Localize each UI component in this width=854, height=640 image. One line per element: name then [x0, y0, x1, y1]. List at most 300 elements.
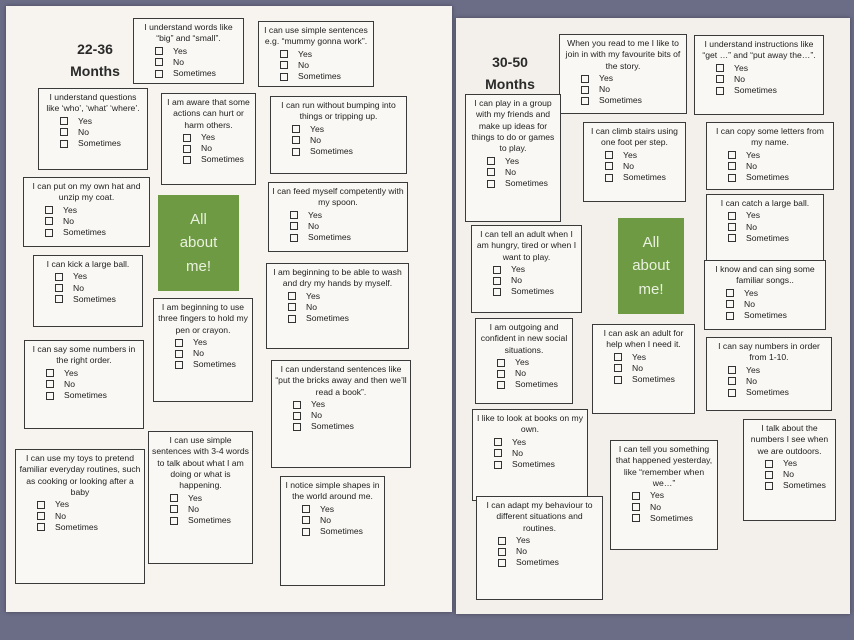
option-label: No [515, 368, 526, 379]
option-no [302, 515, 381, 526]
checkbox-no[interactable] [293, 412, 301, 420]
option-sometimes [498, 557, 599, 568]
age-title [54, 39, 136, 82]
checkbox-sometimes[interactable] [487, 180, 495, 188]
card-statement: When you read to me I like to join in with my favourite bits of the story. [565, 38, 681, 71]
checkbox-yes[interactable] [728, 151, 736, 159]
checkbox-sometimes[interactable] [497, 381, 505, 389]
checkbox-sometimes[interactable] [183, 156, 191, 164]
checkbox-no[interactable] [605, 162, 613, 170]
checkbox-yes[interactable] [497, 359, 505, 367]
checkbox-no[interactable] [716, 75, 724, 83]
checkbox-yes[interactable] [280, 50, 288, 58]
checkbox-sometimes[interactable] [302, 528, 310, 536]
checkbox-sometimes[interactable] [728, 174, 736, 182]
checkbox-no[interactable] [726, 300, 734, 308]
checkbox-no[interactable] [288, 303, 296, 311]
option-label: No [516, 546, 527, 557]
option-label: Sometimes [201, 154, 244, 165]
option-list [726, 288, 822, 322]
checkbox-sometimes[interactable] [55, 295, 63, 303]
option-no [60, 127, 144, 138]
option-no [487, 167, 557, 178]
option-label: Yes [173, 45, 188, 56]
option-label: Yes [744, 287, 759, 298]
checkbox-no[interactable] [487, 168, 495, 176]
card-statement: I can tell you something that happened yesterday, like “remember when we…” [615, 444, 713, 489]
checklist-card [706, 194, 824, 266]
option-sometimes [728, 172, 830, 183]
option-yes [292, 124, 403, 135]
option-yes [605, 150, 682, 161]
option-label: Sometimes [746, 387, 789, 398]
option-label: No [734, 73, 745, 84]
option-label: No [298, 59, 309, 70]
checkbox-no[interactable] [632, 503, 640, 511]
checkbox-no[interactable] [498, 548, 506, 556]
option-list [487, 156, 557, 190]
option-label: No [306, 301, 317, 312]
card-statement: I can catch a large ball. [720, 198, 810, 208]
card-statement: I can understand sentences like “put the bricks away and then we’ll read a book”. [275, 364, 407, 397]
checklist-card [475, 318, 573, 404]
option-sometimes [290, 232, 404, 243]
option-sometimes [45, 227, 146, 238]
checkbox-sometimes[interactable] [280, 73, 288, 81]
checkbox-yes[interactable] [290, 211, 298, 219]
checkbox-no[interactable] [280, 61, 288, 69]
checkbox-yes[interactable] [55, 273, 63, 281]
option-list [60, 116, 144, 150]
card-statement: I can kick a large ball. [46, 259, 130, 269]
option-label: Yes [512, 436, 527, 447]
checklist-card [559, 34, 687, 114]
option-sometimes [292, 146, 403, 157]
checklist-card [583, 122, 686, 202]
panel-line: All [642, 234, 660, 252]
checklist-card [592, 324, 695, 414]
option-label: Yes [201, 132, 216, 143]
option-label: No [310, 134, 321, 145]
checkbox-yes[interactable] [605, 151, 613, 159]
option-label: Sometimes [310, 146, 353, 157]
option-label: Sometimes [173, 68, 216, 79]
option-list [498, 535, 599, 569]
checkbox-no[interactable] [497, 370, 505, 378]
checkbox-yes[interactable] [155, 47, 163, 55]
option-label: Sometimes [306, 313, 349, 324]
option-label: Yes [783, 458, 798, 469]
option-yes [498, 535, 599, 546]
option-yes [46, 368, 140, 379]
checkbox-no[interactable] [170, 505, 178, 513]
right-sheet [456, 18, 850, 614]
option-sometimes [494, 459, 584, 470]
checkbox-no[interactable] [493, 277, 501, 285]
option-sometimes [487, 178, 557, 189]
option-label: No [64, 378, 75, 389]
checkbox-yes[interactable] [726, 289, 734, 297]
checklist-card [266, 263, 409, 349]
option-label: Sometimes [515, 379, 558, 390]
option-yes [37, 499, 141, 510]
checkbox-yes[interactable] [170, 494, 178, 502]
option-list [292, 124, 403, 158]
option-yes [614, 352, 691, 363]
checkbox-yes[interactable] [765, 460, 773, 468]
option-list [581, 73, 683, 107]
checkbox-yes[interactable] [728, 366, 736, 374]
option-yes [290, 210, 404, 221]
checkbox-no[interactable] [614, 364, 622, 372]
card-statement: I can run without bumping into things or tripping up. [281, 100, 396, 122]
checkbox-sometimes[interactable] [37, 523, 45, 531]
option-yes [487, 156, 557, 167]
option-label: Sometimes [734, 85, 777, 96]
panel-line: about [632, 257, 670, 275]
option-label: No [746, 375, 757, 386]
card-statement: I can tell an adult when I am hungry, tired or when I want to play. [476, 229, 577, 262]
card-statement: I notice simple shapes in the world around me. [285, 480, 380, 502]
option-no [728, 222, 820, 233]
checkbox-yes[interactable] [302, 505, 310, 513]
checkbox-sometimes[interactable] [45, 229, 53, 237]
option-yes [155, 46, 240, 57]
option-no [765, 469, 832, 480]
option-label: No [512, 447, 523, 458]
option-label: Sometimes [320, 526, 363, 537]
option-label: Sometimes [311, 421, 354, 432]
checkbox-no[interactable] [155, 58, 163, 66]
card-statement: I talk about the numbers I see when we are outdoors. [750, 423, 829, 456]
option-label: No [63, 215, 74, 226]
checkbox-sometimes[interactable] [728, 389, 736, 397]
option-label: Sometimes [63, 227, 106, 238]
option-no [290, 221, 404, 232]
option-label: Sometimes [512, 459, 555, 470]
card-statement: I can say some numbers in the right order. [32, 344, 136, 366]
option-no [605, 161, 682, 172]
checkbox-sometimes[interactable] [728, 234, 736, 242]
card-statement: I understand instructions like “get …” and “put away the…”. [702, 39, 816, 61]
option-label: Yes [734, 62, 749, 73]
option-no [46, 379, 140, 390]
checkbox-yes[interactable] [493, 266, 501, 274]
checkbox-yes[interactable] [293, 401, 301, 409]
checkbox-sometimes[interactable] [494, 461, 502, 469]
checkbox-no[interactable] [494, 449, 502, 457]
option-sometimes [183, 154, 252, 165]
checkbox-no[interactable] [183, 145, 191, 153]
option-no [498, 546, 599, 557]
option-yes [494, 437, 584, 448]
checkbox-yes[interactable] [581, 75, 589, 83]
option-list [493, 264, 578, 298]
checkbox-no[interactable] [728, 162, 736, 170]
checkbox-no[interactable] [290, 222, 298, 230]
checkbox-no[interactable] [37, 512, 45, 520]
checkbox-sometimes[interactable] [614, 376, 622, 384]
card-statement: I am beginning to use three fingers to hold my pen or crayon. [158, 302, 248, 335]
option-no [614, 363, 691, 374]
card-statement: I like to look at books on my own. [476, 413, 584, 435]
checklist-card [271, 360, 411, 468]
option-label: No [505, 166, 516, 177]
option-sometimes [716, 85, 820, 96]
checkbox-yes[interactable] [494, 438, 502, 446]
option-label: No [188, 503, 199, 514]
option-no [497, 368, 569, 379]
option-yes [716, 63, 820, 74]
checkbox-sometimes[interactable] [765, 482, 773, 490]
card-statement: I can use simple sentences e.g. “mummy gonna work”. [264, 25, 368, 47]
checklist-card [133, 18, 244, 84]
option-list [302, 504, 381, 538]
checkbox-yes[interactable] [716, 64, 724, 72]
option-no [494, 448, 584, 459]
option-label: Sometimes [650, 512, 693, 523]
panel-line: All [190, 211, 207, 229]
option-label: Sometimes [511, 286, 554, 297]
option-label: Yes [623, 149, 638, 160]
option-label: Yes [78, 115, 93, 126]
checklist-card [23, 177, 150, 247]
checkbox-sometimes[interactable] [46, 392, 54, 400]
option-sometimes [155, 68, 240, 79]
option-label: Yes [632, 351, 647, 362]
option-no [728, 376, 828, 387]
checkbox-no[interactable] [302, 516, 310, 524]
option-label: Yes [306, 290, 321, 301]
option-list [175, 337, 249, 371]
option-no [726, 299, 822, 310]
option-label: Yes [63, 204, 78, 215]
checkbox-sometimes[interactable] [498, 559, 506, 567]
option-label: Yes [188, 492, 203, 503]
card-statement: I can put on my own hat and unzip my coat. [32, 181, 141, 203]
checkbox-sometimes[interactable] [60, 140, 68, 148]
option-sometimes [302, 526, 381, 537]
option-no [581, 84, 683, 95]
option-label: No [73, 282, 84, 293]
checkbox-yes[interactable] [175, 339, 183, 347]
option-yes [170, 493, 249, 504]
checkbox-yes[interactable] [632, 492, 640, 500]
option-label: Sometimes [516, 557, 559, 568]
checkbox-no[interactable] [46, 380, 54, 388]
option-label: Yes [193, 337, 208, 348]
option-no [55, 283, 139, 294]
left-sheet [6, 6, 452, 612]
age-title [472, 52, 548, 95]
checkbox-no[interactable] [175, 350, 183, 358]
checkbox-sometimes[interactable] [581, 97, 589, 105]
card-statement: I know and can sing some familiar songs.. [715, 264, 815, 286]
checklist-card [471, 225, 582, 313]
option-yes [280, 49, 370, 60]
panel-line: about [179, 234, 218, 252]
checkbox-yes[interactable] [183, 134, 191, 142]
checklist-card [33, 255, 143, 327]
option-yes [288, 291, 405, 302]
option-list [632, 490, 714, 524]
option-label: Sometimes [188, 515, 231, 526]
option-list [288, 291, 405, 325]
option-no [493, 275, 578, 286]
option-label: Yes [511, 264, 526, 275]
checklist-card [153, 298, 253, 402]
option-list [55, 271, 139, 305]
checkbox-yes[interactable] [60, 117, 68, 125]
option-list [494, 437, 584, 471]
option-sometimes [60, 138, 144, 149]
option-sometimes [293, 421, 407, 432]
checkbox-no[interactable] [728, 377, 736, 385]
checkbox-no[interactable] [45, 217, 53, 225]
checkbox-yes[interactable] [614, 353, 622, 361]
option-sometimes [726, 310, 822, 321]
option-list [614, 352, 691, 386]
option-label: Sometimes [746, 232, 789, 243]
checkbox-yes[interactable] [288, 292, 296, 300]
option-label: Yes [73, 271, 88, 282]
checkbox-sometimes[interactable] [290, 234, 298, 242]
checklist-card [161, 93, 256, 185]
option-sometimes [632, 513, 714, 524]
option-sometimes [497, 379, 569, 390]
option-label: Sometimes [599, 95, 642, 106]
checkbox-sometimes[interactable] [170, 517, 178, 525]
option-label: Yes [308, 209, 323, 220]
option-yes [728, 210, 820, 221]
checkbox-sometimes[interactable] [175, 361, 183, 369]
option-sometimes [765, 480, 832, 491]
option-list [170, 493, 249, 527]
option-no [155, 57, 240, 68]
option-label: Sometimes [744, 310, 787, 321]
checkbox-yes[interactable] [46, 369, 54, 377]
checklist-card [465, 94, 561, 222]
card-statement: I am outgoing and confident in new social situations. [480, 322, 568, 355]
card-statement: I can play in a group with my friends and make up ideas for things to do or games to play. [471, 98, 555, 154]
checkbox-sometimes[interactable] [716, 87, 724, 95]
checkbox-yes[interactable] [487, 157, 495, 165]
checkbox-no[interactable] [292, 136, 300, 144]
option-label: Yes [599, 73, 614, 84]
option-label: Yes [298, 48, 313, 59]
option-label: Yes [320, 503, 335, 514]
card-statement: I can use simple sentences with 3-4 words to talk about what I am doing or what is happening. [152, 435, 249, 491]
option-sometimes [280, 71, 370, 82]
option-yes [183, 132, 252, 143]
checkbox-yes[interactable] [498, 537, 506, 545]
option-sometimes [728, 233, 820, 244]
checkbox-no[interactable] [765, 471, 773, 479]
option-yes [728, 365, 828, 376]
checklist-card [15, 449, 145, 584]
checklist-card [743, 419, 836, 521]
panel-line: me! [638, 280, 664, 298]
checkbox-yes[interactable] [45, 206, 53, 214]
option-yes [302, 504, 381, 515]
option-no [170, 504, 249, 515]
option-sometimes [37, 522, 141, 533]
checkbox-yes[interactable] [292, 125, 300, 133]
option-label: No [173, 56, 184, 67]
option-label: Sometimes [746, 172, 789, 183]
checkbox-no[interactable] [728, 223, 736, 231]
option-label: Yes [650, 490, 665, 501]
option-label: Yes [311, 399, 326, 410]
checkbox-sometimes[interactable] [292, 148, 300, 156]
checkbox-sometimes[interactable] [288, 315, 296, 323]
option-label: No [599, 84, 610, 95]
checkbox-no[interactable] [55, 284, 63, 292]
checkbox-sometimes[interactable] [726, 312, 734, 320]
checkbox-yes[interactable] [728, 212, 736, 220]
checklist-card [610, 440, 718, 550]
option-label: No [320, 514, 331, 525]
checklist-card [694, 35, 824, 115]
option-no [292, 135, 403, 146]
card-statement: I can ask an adult for help when I need it. [603, 328, 684, 350]
option-label: No [783, 469, 794, 480]
checkbox-sometimes[interactable] [605, 174, 613, 182]
card-statement: I can climb stairs using one foot per step. [591, 126, 678, 148]
checklist-card [268, 182, 408, 252]
option-yes [632, 490, 714, 501]
option-label: No [201, 143, 212, 154]
option-no [632, 502, 714, 513]
checkbox-no[interactable] [581, 86, 589, 94]
option-list [155, 46, 240, 80]
checkbox-no[interactable] [60, 128, 68, 136]
checkbox-sometimes[interactable] [293, 423, 301, 431]
card-statement: I am aware that some actions can hurt or harm others. [167, 97, 250, 130]
option-label: Yes [746, 210, 761, 221]
option-list [728, 365, 828, 399]
option-label: No [308, 220, 319, 231]
all-about-me-panel [158, 195, 239, 291]
card-statement: I can copy some letters from my name. [716, 126, 824, 148]
age-range: 22-36 [77, 41, 113, 57]
option-list [605, 150, 682, 184]
option-list [716, 63, 820, 97]
option-list [45, 205, 146, 239]
option-yes [293, 399, 407, 410]
option-label: No [511, 275, 522, 286]
option-sometimes [46, 390, 140, 401]
option-label: Yes [746, 149, 761, 160]
option-label: Sometimes [632, 374, 675, 385]
checklist-card [706, 337, 832, 411]
option-sometimes [55, 294, 139, 305]
option-label: Yes [746, 364, 761, 375]
checklist-card [24, 340, 144, 429]
checkbox-sometimes[interactable] [155, 70, 163, 78]
option-label: Yes [515, 357, 530, 368]
option-yes [45, 205, 146, 216]
option-label: Sometimes [308, 232, 351, 243]
checkbox-sometimes[interactable] [632, 514, 640, 522]
option-sometimes [170, 515, 249, 526]
checkbox-yes[interactable] [37, 501, 45, 509]
option-yes [765, 458, 832, 469]
option-label: No [623, 160, 634, 171]
checkbox-sometimes[interactable] [493, 288, 501, 296]
checklist-card [476, 496, 603, 600]
option-no [716, 74, 820, 85]
